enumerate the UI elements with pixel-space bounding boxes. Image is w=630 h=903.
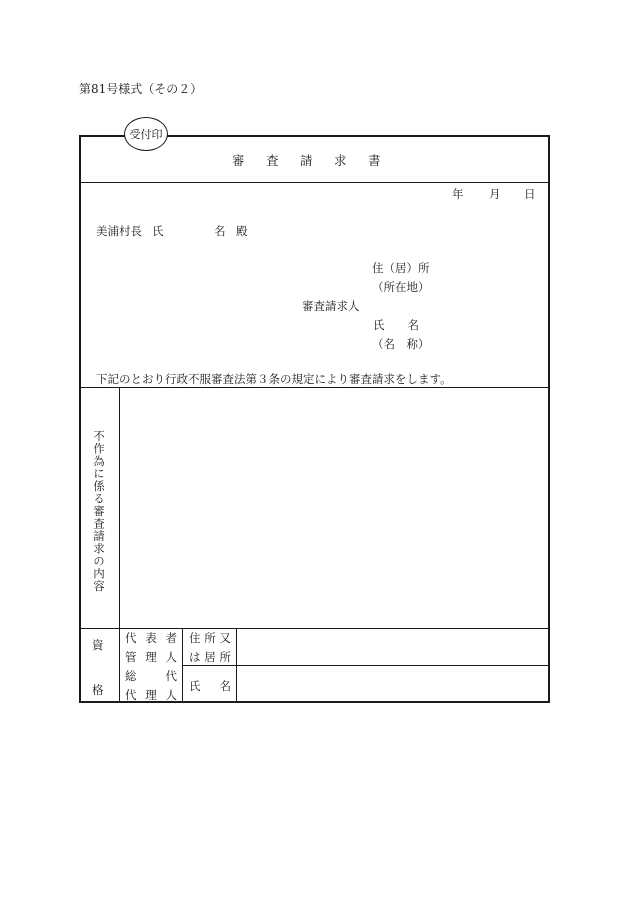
stamp-label: 受付印 bbox=[129, 128, 163, 141]
applicant-name-sub: （名 称） bbox=[372, 337, 430, 351]
name-input-area[interactable] bbox=[238, 667, 548, 701]
title-char: 査 bbox=[266, 153, 280, 168]
content-input-area[interactable] bbox=[121, 389, 548, 626]
addressee-shi: 氏 bbox=[152, 224, 164, 238]
administrator-label: 管理人 bbox=[125, 650, 177, 664]
addressee-dono: 殿 bbox=[236, 224, 248, 238]
title-char: 求 bbox=[334, 153, 348, 168]
title-char: 審 bbox=[232, 153, 246, 168]
title-char: 書 bbox=[368, 153, 382, 168]
applicant-name-label: 氏 名 bbox=[373, 318, 419, 332]
title-char: 請 bbox=[300, 153, 314, 168]
applicant-address-sub: （所在地） bbox=[372, 280, 430, 294]
qual-row-divider bbox=[183, 665, 549, 666]
date-day: 日 bbox=[524, 187, 536, 201]
address-input-area[interactable] bbox=[238, 630, 548, 664]
addressee-mayor: 美浦村長 bbox=[96, 224, 142, 238]
address-label-line1: 住所又 bbox=[189, 631, 231, 645]
form-number: 第81号様式（その２） bbox=[79, 82, 203, 96]
representative-label: 代表者 bbox=[125, 631, 177, 645]
agent-label: 代理人 bbox=[125, 688, 177, 702]
date-year: 年 bbox=[452, 187, 464, 201]
qualification-shi: 資 bbox=[92, 638, 104, 652]
date-month: 月 bbox=[489, 187, 501, 201]
sodai-label: 総代 bbox=[125, 669, 177, 683]
content-label: 不作為に係る審査請求の内容 bbox=[92, 430, 106, 593]
qualification-name-label: 氏名 bbox=[189, 679, 231, 693]
statement-divider bbox=[80, 387, 549, 388]
address-label-line2: は居所 bbox=[189, 650, 231, 664]
request-statement: 下記のとおり行政不服審査法第３条の規定により審査請求をします。 bbox=[96, 372, 452, 386]
content-divider bbox=[80, 628, 549, 629]
addressee-mei: 名 bbox=[214, 224, 226, 238]
title-divider bbox=[80, 182, 549, 183]
reception-stamp-box bbox=[124, 117, 168, 151]
label-column-divider bbox=[119, 387, 120, 702]
applicant-address-label: 住（居）所 bbox=[372, 261, 430, 275]
form-title bbox=[232, 151, 402, 169]
qualification-kaku: 格 bbox=[92, 683, 104, 697]
applicant-role: 審査請求人 bbox=[302, 299, 360, 313]
